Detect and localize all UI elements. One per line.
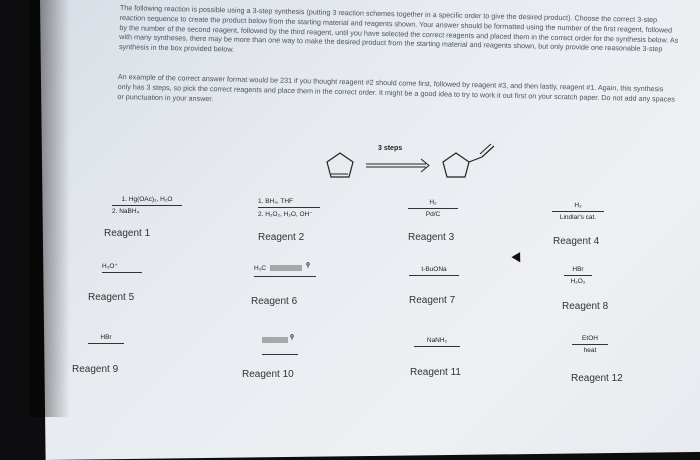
reagent-1-top: 1. Hg(OAc)₂, H₂O bbox=[121, 196, 173, 203]
reagent-9-conditions bbox=[88, 334, 124, 346]
reagent-6-arrow bbox=[254, 276, 316, 277]
reagent-1-conditions bbox=[112, 196, 182, 215]
reagent-4-conditions bbox=[552, 202, 604, 221]
reagent-8-arrow bbox=[564, 275, 592, 276]
reagent-12-top: EtOH bbox=[582, 335, 598, 342]
reagent-9-arrow bbox=[88, 343, 124, 344]
reagent-2-top: 1. BH₃, THF bbox=[258, 198, 294, 205]
instructions-paragraph: The following reaction is possible using a 3-step synthesis (putting 3 reaction schemes together in a specific order to give the desired product). Choose the correct 3-step reaction sequence to create the product below from the starting material and reagents shown. Your answer should be formatted using the number of the first reagent, followed by the number of the second reagent, followed by the third reagent, until you have selected the correct reagents and placed them in the correct order for the synthesis below. As with many syntheses, there may be more than one way to make the desired product from the starting material and reagents shown, but only provide one reasonable 3-step synthesis in the box provided below. bbox=[118, 3, 679, 54]
reagent-11-conditions bbox=[414, 337, 460, 349]
reagent-7-label: Reagent 7 bbox=[409, 295, 456, 306]
reagent-2-bottom: 2. H₂O₂, H₂O, OH⁻ bbox=[258, 211, 313, 218]
reagent-5-label: Reagent 5 bbox=[88, 292, 135, 303]
cyclopentene-structure bbox=[327, 153, 353, 177]
reagent-5-conditions bbox=[102, 262, 142, 275]
reagent-10-arrow bbox=[262, 354, 298, 355]
reagent-5-top: H₃O⁺ bbox=[102, 263, 118, 270]
reagent-12-conditions bbox=[572, 335, 608, 354]
example-paragraph: An example of the correct answer format would be 231 if you thought reagent #2 should come first, followed by reagent #3, and then lastly, reagent #1. Again, this synthesis only has 3 steps, so pick the correct reagents and place them in the correct order. It might be a good idea to try to work it out first on your scratch paper. Do not add any spaces or punctuation in your answer. bbox=[117, 72, 675, 104]
reagent-10-conditions bbox=[262, 333, 298, 357]
reagent-8-top: HBr bbox=[572, 266, 584, 273]
reagent-3-arrow bbox=[408, 208, 458, 209]
reagent-9-top: HBr bbox=[100, 334, 112, 341]
reagent-7-top: t-BuONa bbox=[421, 266, 447, 273]
reagent-3-label: Reagent 3 bbox=[408, 232, 455, 243]
reagent-11-top: NaNH₂ bbox=[426, 337, 448, 344]
reagent-6-top: H₃C bbox=[254, 265, 267, 272]
reagent-1-bottom: 2. NaBH₄ bbox=[112, 208, 140, 215]
reagent-12-label: Reagent 12 bbox=[571, 373, 623, 384]
reagent-12-arrow bbox=[572, 344, 608, 345]
reagent-12-bottom: heat bbox=[583, 347, 597, 354]
reagent-6-structure bbox=[254, 262, 316, 274]
reagent-5-arrow bbox=[102, 272, 142, 273]
reagent-9-label: Reagent 9 bbox=[72, 364, 119, 375]
reagent-4-top: H₂ bbox=[574, 202, 582, 209]
reagent-8-bottom: H₂O₂ bbox=[570, 278, 586, 285]
product-structure bbox=[443, 153, 469, 177]
alkyne-ketone-icon bbox=[268, 262, 316, 274]
reagent-10-label: Reagent 10 bbox=[242, 369, 294, 380]
reagent-3-conditions bbox=[408, 199, 458, 218]
reagent-8-label: Reagent 8 bbox=[562, 301, 609, 312]
reagent-11-label: Reagent 11 bbox=[410, 367, 461, 378]
reagent-2-arrow bbox=[258, 207, 320, 208]
reagent-4-label: Reagent 4 bbox=[553, 236, 600, 247]
reagent-1-label: Reagent 1 bbox=[104, 228, 151, 239]
left-shadow bbox=[30, 0, 70, 417]
reagent-4-bottom: Lindlar's cat. bbox=[559, 214, 597, 221]
reagent-2-conditions bbox=[258, 198, 320, 218]
reagent-8-conditions bbox=[564, 266, 592, 285]
reagent-7-conditions bbox=[409, 266, 459, 278]
reagent-1-arrow bbox=[112, 205, 182, 206]
steps-label: 3 steps bbox=[378, 145, 403, 152]
reagent-6-conditions bbox=[254, 262, 316, 279]
reagent-4-arrow bbox=[552, 211, 604, 212]
reagent-3-top: H₂ bbox=[429, 199, 437, 206]
reagent-7-arrow bbox=[409, 275, 459, 276]
reaction-scheme bbox=[318, 140, 508, 190]
reagent-6-label: Reagent 6 bbox=[251, 296, 298, 307]
alkyne-aldehyde-icon bbox=[262, 333, 298, 347]
reagent-2-label: Reagent 2 bbox=[258, 232, 305, 243]
reagent-3-bottom: Pd/C bbox=[425, 211, 441, 218]
reagent-11-arrow bbox=[414, 346, 460, 347]
